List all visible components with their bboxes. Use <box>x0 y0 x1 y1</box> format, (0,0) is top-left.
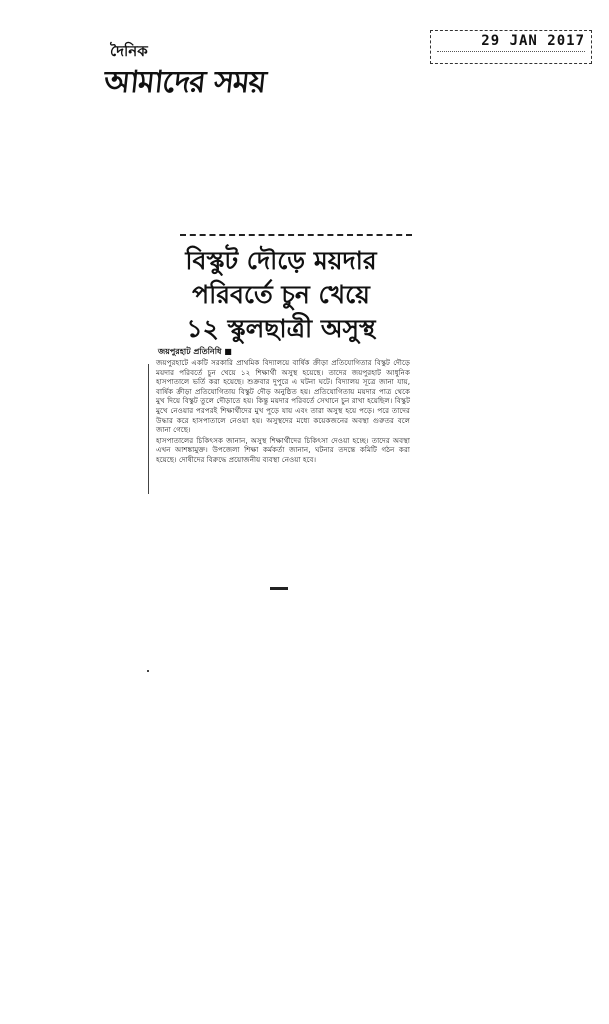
clipping-left-rule <box>148 364 149 494</box>
newspaper-logo: আমাদের সময় <box>102 65 268 100</box>
article-headline <box>150 244 412 346</box>
news-clipping <box>150 234 412 594</box>
article-paragraph-1: জয়পুরহাটে একটি সরকারি প্রাথমিক বিদ্যালয়ে বার্ষিক ক্রীড়া প্রতিযোগিতার বিস্কুট দৌড়ে ময়দার পরিবর্তে চুন খেয়ে ১২ শিক্ষার্থী অসুস্থ হয়েছে। তাদের জয়পুরহাট আধুনিক হাসপাতালে ভর্তি করা হয়েছে। শুক্রবার দুপুরে এ ঘটনা ঘটে। বিদ্যালয় সূত্রে জানা যায়, বার্ষিক ক্রীড়া প্রতিযোগিতায় বিস্কুট দৌড় অনুষ্ঠিত হয়। প্রতিযোগিতায় ময়দার পাত্র থেকে মুখ দিয়ে বিস্কুট তুলে দৌড়াতে হয়। কিন্তু ময়দার পরিবর্তে সেখানে চুন রাখা হয়েছিল। বিস্কুট মুখে নেওয়ার পরপরই শিক্ষার্থীদের মুখ পুড়ে যায় এবং তারা অসুস্থ হয়ে পড়ে। পরে তাদের উদ্ধার করে হাসপাতালে নেওয়া হয়। অসুস্থদের মধ্যে কয়েকজনের অবস্থা গুরুতর বলে জানা গেছে। <box>156 358 410 435</box>
stamp-date: 29 JAN 2017 <box>481 33 585 49</box>
headline-line-2: পরিবর্তে চুন খেয়ে <box>192 280 370 309</box>
article-paragraph-2: হাসপাতালের চিকিৎসক জানান, অসুস্থ শিক্ষার্থীদের চিকিৎসা দেওয়া হচ্ছে। তাদের অবস্থা এখন আশঙ্কামুক্ত। উপজেলা শিক্ষা কর্মকর্তা জানান, ঘটনার তদন্তে কমিটি গঠন করা হয়েছে। দোষীদের বিরুদ্ধে প্রয়োজনীয় ব্যবস্থা নেওয়া হবে। <box>156 435 410 464</box>
clipping-bottom-mark <box>270 587 288 590</box>
stamp-dotted-line <box>437 51 585 52</box>
headline-line-3: ১২ স্কুলছাত্রী অসুস্থ <box>186 314 376 343</box>
newspaper-masthead <box>104 40 314 100</box>
article-body <box>156 358 410 465</box>
clipping-top-rule <box>180 234 412 236</box>
masthead-prefix: দৈনিক <box>110 42 148 60</box>
scan-speck <box>147 670 149 672</box>
article-byline: জয়পুরহাট প্রতিনিধি ■ <box>158 347 232 356</box>
headline-line-1: বিস্কুট দৌড়ে ময়দার <box>185 246 377 275</box>
date-stamp <box>430 30 592 64</box>
